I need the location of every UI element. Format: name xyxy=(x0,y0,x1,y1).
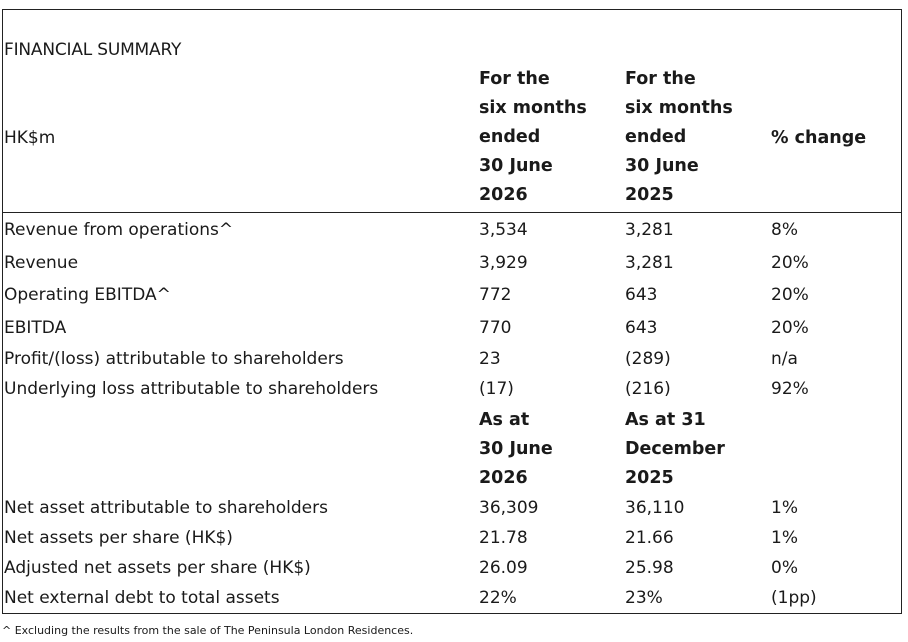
header-line: For the xyxy=(625,69,696,89)
row-value-2026: 770 xyxy=(479,318,512,338)
table-row xyxy=(0,558,908,586)
header-line: 2026 xyxy=(479,185,528,205)
table-row xyxy=(0,528,908,556)
row-label: Net asset attributable to shareholders xyxy=(4,498,328,518)
header-col-change xyxy=(771,124,866,153)
table-row xyxy=(0,220,908,248)
header-line: 2025 xyxy=(625,185,674,205)
row-change: 20% xyxy=(771,285,809,305)
row-label: Net assets per share (HK$) xyxy=(4,528,233,548)
row-label: Revenue xyxy=(4,253,79,273)
table-row xyxy=(0,285,908,313)
row-label: EBITDA xyxy=(4,318,67,338)
header-line: six months xyxy=(625,98,733,118)
row-value-2025: (216) xyxy=(625,379,671,399)
header-line: ended xyxy=(625,127,687,147)
row-value-2026: 772 xyxy=(479,285,512,305)
row-value-2026: 23 xyxy=(479,349,501,369)
row-value-2025: (289) xyxy=(625,349,671,369)
row-change: 20% xyxy=(771,253,809,273)
row-value-2025: 3,281 xyxy=(625,253,674,273)
table-title: FINANCIAL SUMMARY xyxy=(4,40,182,60)
header-col-2026 xyxy=(479,65,587,210)
header-col-2025 xyxy=(625,65,733,210)
row-label: Net external debt to total assets xyxy=(4,588,280,608)
row-label: Profit/(loss) attributable to shareholders xyxy=(4,349,344,369)
header-line: For the xyxy=(479,69,550,89)
subheader-col-2026 xyxy=(479,406,553,493)
header-line: As at 31 xyxy=(625,410,706,430)
table-row xyxy=(0,588,908,616)
header-line: 2025 xyxy=(625,468,674,488)
header-line: 2026 xyxy=(479,468,528,488)
row-value-2025: 36,110 xyxy=(625,498,685,518)
header-line: 30 June xyxy=(479,156,553,176)
header-line: 30 June xyxy=(625,156,699,176)
row-value-2026: 21.78 xyxy=(479,528,528,548)
subheader-col-2025 xyxy=(625,406,725,493)
row-change: 0% xyxy=(771,558,798,578)
row-change: n/a xyxy=(771,349,798,369)
row-value-2026: 26.09 xyxy=(479,558,528,578)
header-divider xyxy=(2,212,902,213)
row-value-2026: 3,929 xyxy=(479,253,528,273)
row-value-2026: (17) xyxy=(479,379,514,399)
footnote: ^ Excluding the results from the sale of The Peninsula London Residences. xyxy=(2,624,414,637)
row-label: Underlying loss attributable to shareholders xyxy=(4,379,379,399)
header-line: December xyxy=(625,439,725,459)
row-value-2026: 3,534 xyxy=(479,220,528,240)
table-row xyxy=(0,498,908,526)
header-line: As at xyxy=(479,410,530,430)
row-value-2025: 3,281 xyxy=(625,220,674,240)
row-value-2025: 643 xyxy=(625,318,658,338)
row-label: Revenue from operations^ xyxy=(4,220,234,240)
table-row xyxy=(0,318,908,346)
header-line: % change xyxy=(771,128,867,148)
header-line: ended xyxy=(479,127,541,147)
row-value-2026: 22% xyxy=(479,588,517,608)
table-row xyxy=(0,379,908,407)
table-row xyxy=(0,253,908,281)
row-value-2025: 23% xyxy=(625,588,663,608)
row-value-2025: 25.98 xyxy=(625,558,674,578)
header-line: six months xyxy=(479,98,587,118)
row-change: 92% xyxy=(771,379,809,399)
unit-label: HK$m xyxy=(4,128,56,148)
row-change: 8% xyxy=(771,220,798,240)
row-value-2025: 21.66 xyxy=(625,528,674,548)
row-label: Adjusted net assets per share (HK$) xyxy=(4,558,311,578)
row-change: 1% xyxy=(771,498,798,518)
row-change: (1pp) xyxy=(771,588,817,608)
row-label: Operating EBITDA^ xyxy=(4,285,171,305)
header-line: 30 June xyxy=(479,439,553,459)
table-row xyxy=(0,349,908,377)
row-value-2026: 36,309 xyxy=(479,498,539,518)
row-change: 20% xyxy=(771,318,809,338)
row-value-2025: 643 xyxy=(625,285,658,305)
row-change: 1% xyxy=(771,528,798,548)
